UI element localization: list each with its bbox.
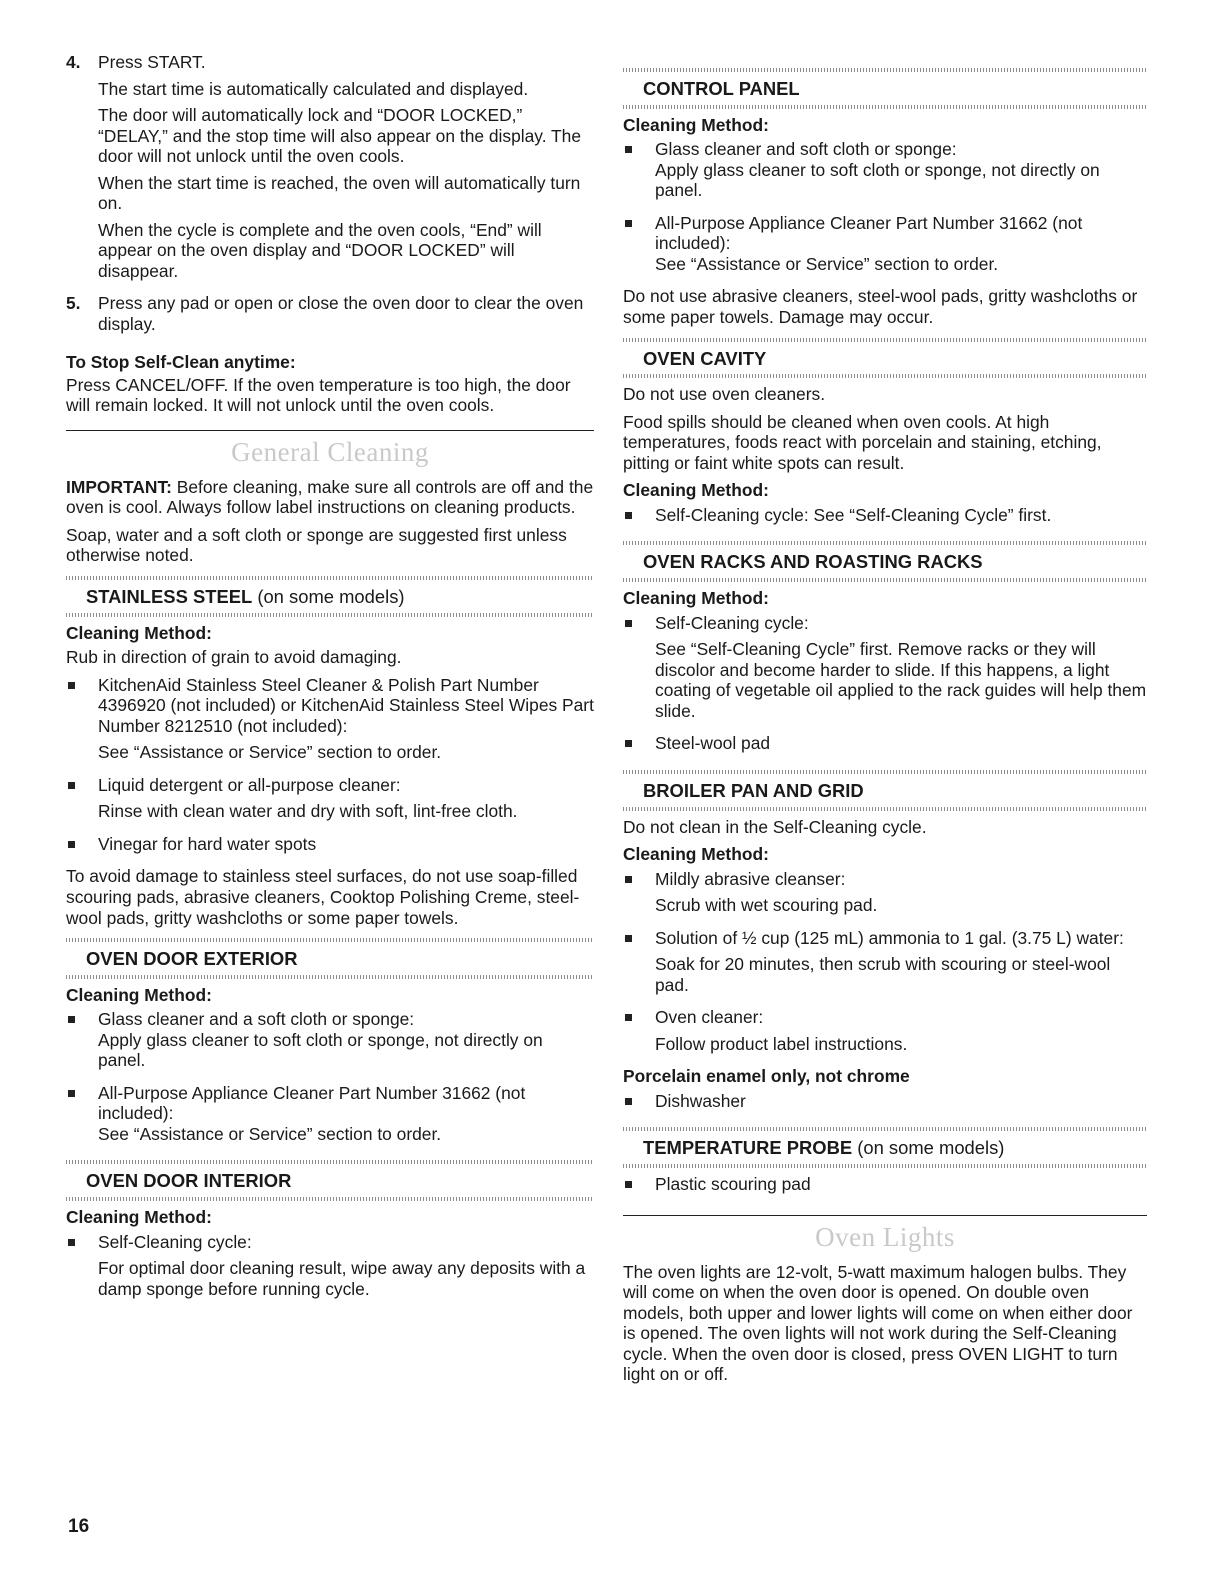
topic-title: BROILER PAN AND GRID [643,779,864,801]
broiler-text: Do not clean in the Self-Cleaning cycle. [623,816,927,837]
bullet-subtext: See “Assistance or Service” section to order. [98,742,442,763]
topic-oven-racks [623,541,1147,582]
stop-self-clean-text: Press CANCEL/OFF. If the oven temperature is too high, the door will remain locked. It will not unlock until the oven cools. [66,374,571,416]
bullet-text: Mildly abrasive cleanser: [655,868,846,889]
topic-title-text: TEMPERATURE PROBE [643,1137,853,1159]
list-item [623,505,1147,532]
page-number: 16 [68,1516,90,1537]
bullet-text: Glass cleaner and a soft cloth or sponge: [98,1009,415,1030]
hatch-rule [623,105,1147,109]
cleaning-method-label: Cleaning Method: [66,1207,212,1228]
step-text: When the cycle is complete and the oven cools, “End” will appear on the oven display and “DOOR LOCKED” will disappear. [98,219,542,281]
bullet-square-icon [66,1083,98,1151]
bullet-square-icon [66,834,98,861]
step-number: 4. [66,52,81,72]
bullet-square-icon [66,1009,98,1077]
right-column [623,52,1147,1392]
bullet-text: Plastic scouring pad [655,1174,811,1195]
stainless-intro: Rub in direction of grain to avoid damaging. [66,647,402,668]
bullet-square-icon [66,775,98,828]
step-text: The start time is automatically calculated and displayed. [98,78,529,99]
topic-title-text: STAINLESS STEEL [86,585,253,607]
important-note [66,477,594,518]
porcelain-label: Porcelain enamel only, not chrome [623,1066,910,1087]
bullet-text: Self-Cleaning cycle: See “Self-Cleaning Cycle” first. [655,504,1052,525]
hatch-rule [66,1197,594,1201]
bullet-text: KitchenAid Stainless Steel Cleaner & Polish Part Number 4396920 (not included) or KitchenAid Stainless Steel Wipes Part Number 8212510 (not included): [98,674,594,736]
oven-lights-text: The oven lights are 12-volt, 5-watt maximum halogen bulbs. They will come on when the oven door is opened. On double oven models, both upper and lower lights will come on when either door is opened. The oven lights will not work during the Self-Cleaning cycle. When the oven door is closed, press OVEN LIGHT to turn light on or off. [623,1261,1133,1385]
section-divider [623,1215,1147,1216]
bullet-square-icon [66,675,98,769]
important-label: IMPORTANT: [66,476,172,497]
bullet-text: Solution of ½ cup (125 mL) ammonia to 1 gal. (3.75 L) water: [655,927,1124,948]
topic-oven-door-interior [66,1160,594,1201]
bullet-text: Oven cleaner: [655,1007,764,1028]
topic-title: CONTROL PANEL [643,78,800,99]
list-item [66,1083,594,1151]
oven-lights-title: Oven Lights [815,1221,955,1252]
bullet-text: Self-Cleaning cycle: [98,1231,252,1252]
step-text: The door will automatically lock and “DOOR LOCKED,” “DELAY,” and the stop time will also appear on the display. The door will not unlock until the oven cools. [98,105,582,167]
list-item [66,1009,594,1077]
bullet-text: Steel-wool pad [655,733,771,754]
bullet-square-icon [623,928,655,1002]
bullet-square-icon [623,213,655,281]
topic-control-panel [623,68,1147,109]
bullet-subtext: Apply glass cleaner to soft cloth or sponge, not directly on panel. [98,1029,543,1071]
stop-self-clean-heading: To Stop Self-Clean anytime: [66,352,296,373]
left-column [66,52,594,1311]
step-text: Press START. [98,52,206,72]
soap-note: Soap, water and a soft cloth or sponge are suggested first unless otherwise noted. [66,524,567,566]
step-4 [66,52,594,287]
topic-oven-door-exterior [66,938,594,979]
bullet-square-icon [623,1007,655,1060]
bullet-text: Glass cleaner and soft cloth or sponge: [655,139,957,160]
bullet-square-icon [623,1091,655,1118]
section-divider [66,430,594,431]
topic-title [66,580,594,613]
hatch-rule [66,613,594,617]
list-item [623,869,1147,922]
topic-title-note: (on some models) [852,1137,1005,1159]
stainless-warning: To avoid damage to stainless steel surfaces, do not use soap-filled scouring pads, abrasive cleaners, Cooktop Polishing Creme, steel-wool pads, gritty washcloths or some paper towels. [66,866,580,928]
bullet-square-icon [623,1174,655,1201]
bullet-square-icon [623,733,655,760]
hatch-rule [66,975,594,979]
list-item [623,139,1147,207]
bullet-square-icon [623,869,655,922]
list-item [623,1091,1147,1118]
cleaning-method-label: Cleaning Method: [623,480,769,501]
bullet-square-icon [623,139,655,207]
bullet-text: All-Purpose Appliance Cleaner Part Number 31662 (not included): [655,212,1083,254]
topic-oven-cavity [623,338,1147,379]
cleaning-method-label: Cleaning Method: [66,984,212,1005]
bullet-square-icon [623,613,655,728]
oven-cavity-text: Food spills should be cleaned when oven cools. At high temperatures, foods react with porcelain and staining, etching, pitting or faint white spots can result. [623,411,1102,473]
bullet-text: Self-Cleaning cycle: [655,612,809,633]
topic-title: OVEN CAVITY [643,347,767,369]
list-item [66,834,594,861]
list-item [623,928,1147,1002]
topic-title [623,1131,1147,1164]
topic-title-note: (on some models) [252,585,405,607]
bullet-subtext: See “Assistance or Service” section to order. [98,1123,442,1144]
step-5 [66,293,594,340]
cleaning-method-label: Cleaning Method: [623,588,769,609]
bullet-subtext: Apply glass cleaner to soft cloth or sponge, not directly on panel. [655,159,1100,201]
bullet-square-icon [66,1232,98,1306]
list-item [66,775,594,828]
list-item [66,1232,594,1306]
topic-broiler-pan [623,770,1147,811]
hatch-rule [623,807,1147,811]
bullet-text: Dishwasher [655,1090,746,1111]
step-text: Press any pad or open or close the oven door to clear the oven display. [98,293,584,334]
list-item [623,733,1147,760]
list-item [623,1174,1147,1201]
topic-title: OVEN DOOR EXTERIOR [86,948,298,970]
cleaning-method-label: Cleaning Method: [623,844,769,865]
bullet-square-icon [623,505,655,532]
important-text: Before cleaning, make sure all controls are off and the oven is cool. Always follow label instructions on cleaning products. [66,476,594,518]
bullet-subtext: Soak for 20 minutes, then scrub with scouring or steel-wool pad. [655,954,1111,995]
topic-stainless-steel [66,576,594,617]
step-text: When the start time is reached, the oven will automatically turn on. [98,172,581,214]
hatch-rule [623,1164,1147,1168]
topic-title: OVEN DOOR INTERIOR [86,1170,292,1192]
hatch-rule [623,374,1147,378]
list-item [66,675,594,769]
bullet-subtext: See “Self-Cleaning Cycle” first. Remove racks or they will discolor and become harder to slide. If this happens, a light coating of vegetable oil applied to the rack guides will help them slide. [655,639,1147,721]
bullet-text: All-Purpose Appliance Cleaner Part Number 31662 (not included): [98,1082,526,1124]
list-item [623,1007,1147,1060]
general-cleaning-title: General Cleaning [231,436,429,467]
oven-cavity-text: Do not use oven cleaners. [623,384,826,405]
list-item [623,213,1147,281]
bullet-text: Liquid detergent or all-purpose cleaner: [98,774,401,795]
bullet-subtext: See “Assistance or Service” section to order. [655,253,999,274]
cleaning-method-label: Cleaning Method: [623,114,769,135]
topic-title: OVEN RACKS AND ROASTING RACKS [643,551,983,573]
step-number: 5. [66,293,81,314]
bullet-subtext: Rinse with clean water and dry with soft, lint-free cloth. [98,801,518,822]
bullet-subtext: For optimal door cleaning result, wipe away any deposits with a damp sponge before running cycle. [98,1258,586,1299]
control-panel-warning: Do not use abrasive cleaners, steel-wool pads, gritty washcloths or some paper towels. Damage may occur. [623,286,1138,327]
cleaning-method-label: Cleaning Method: [66,622,212,643]
hatch-rule [623,578,1147,582]
bullet-text: Vinegar for hard water spots [98,833,317,854]
topic-temperature-probe [623,1127,1147,1168]
bullet-subtext: Follow product label instructions. [655,1033,908,1054]
bullet-subtext: Scrub with wet scouring pad. [655,895,878,916]
list-item [623,613,1147,728]
